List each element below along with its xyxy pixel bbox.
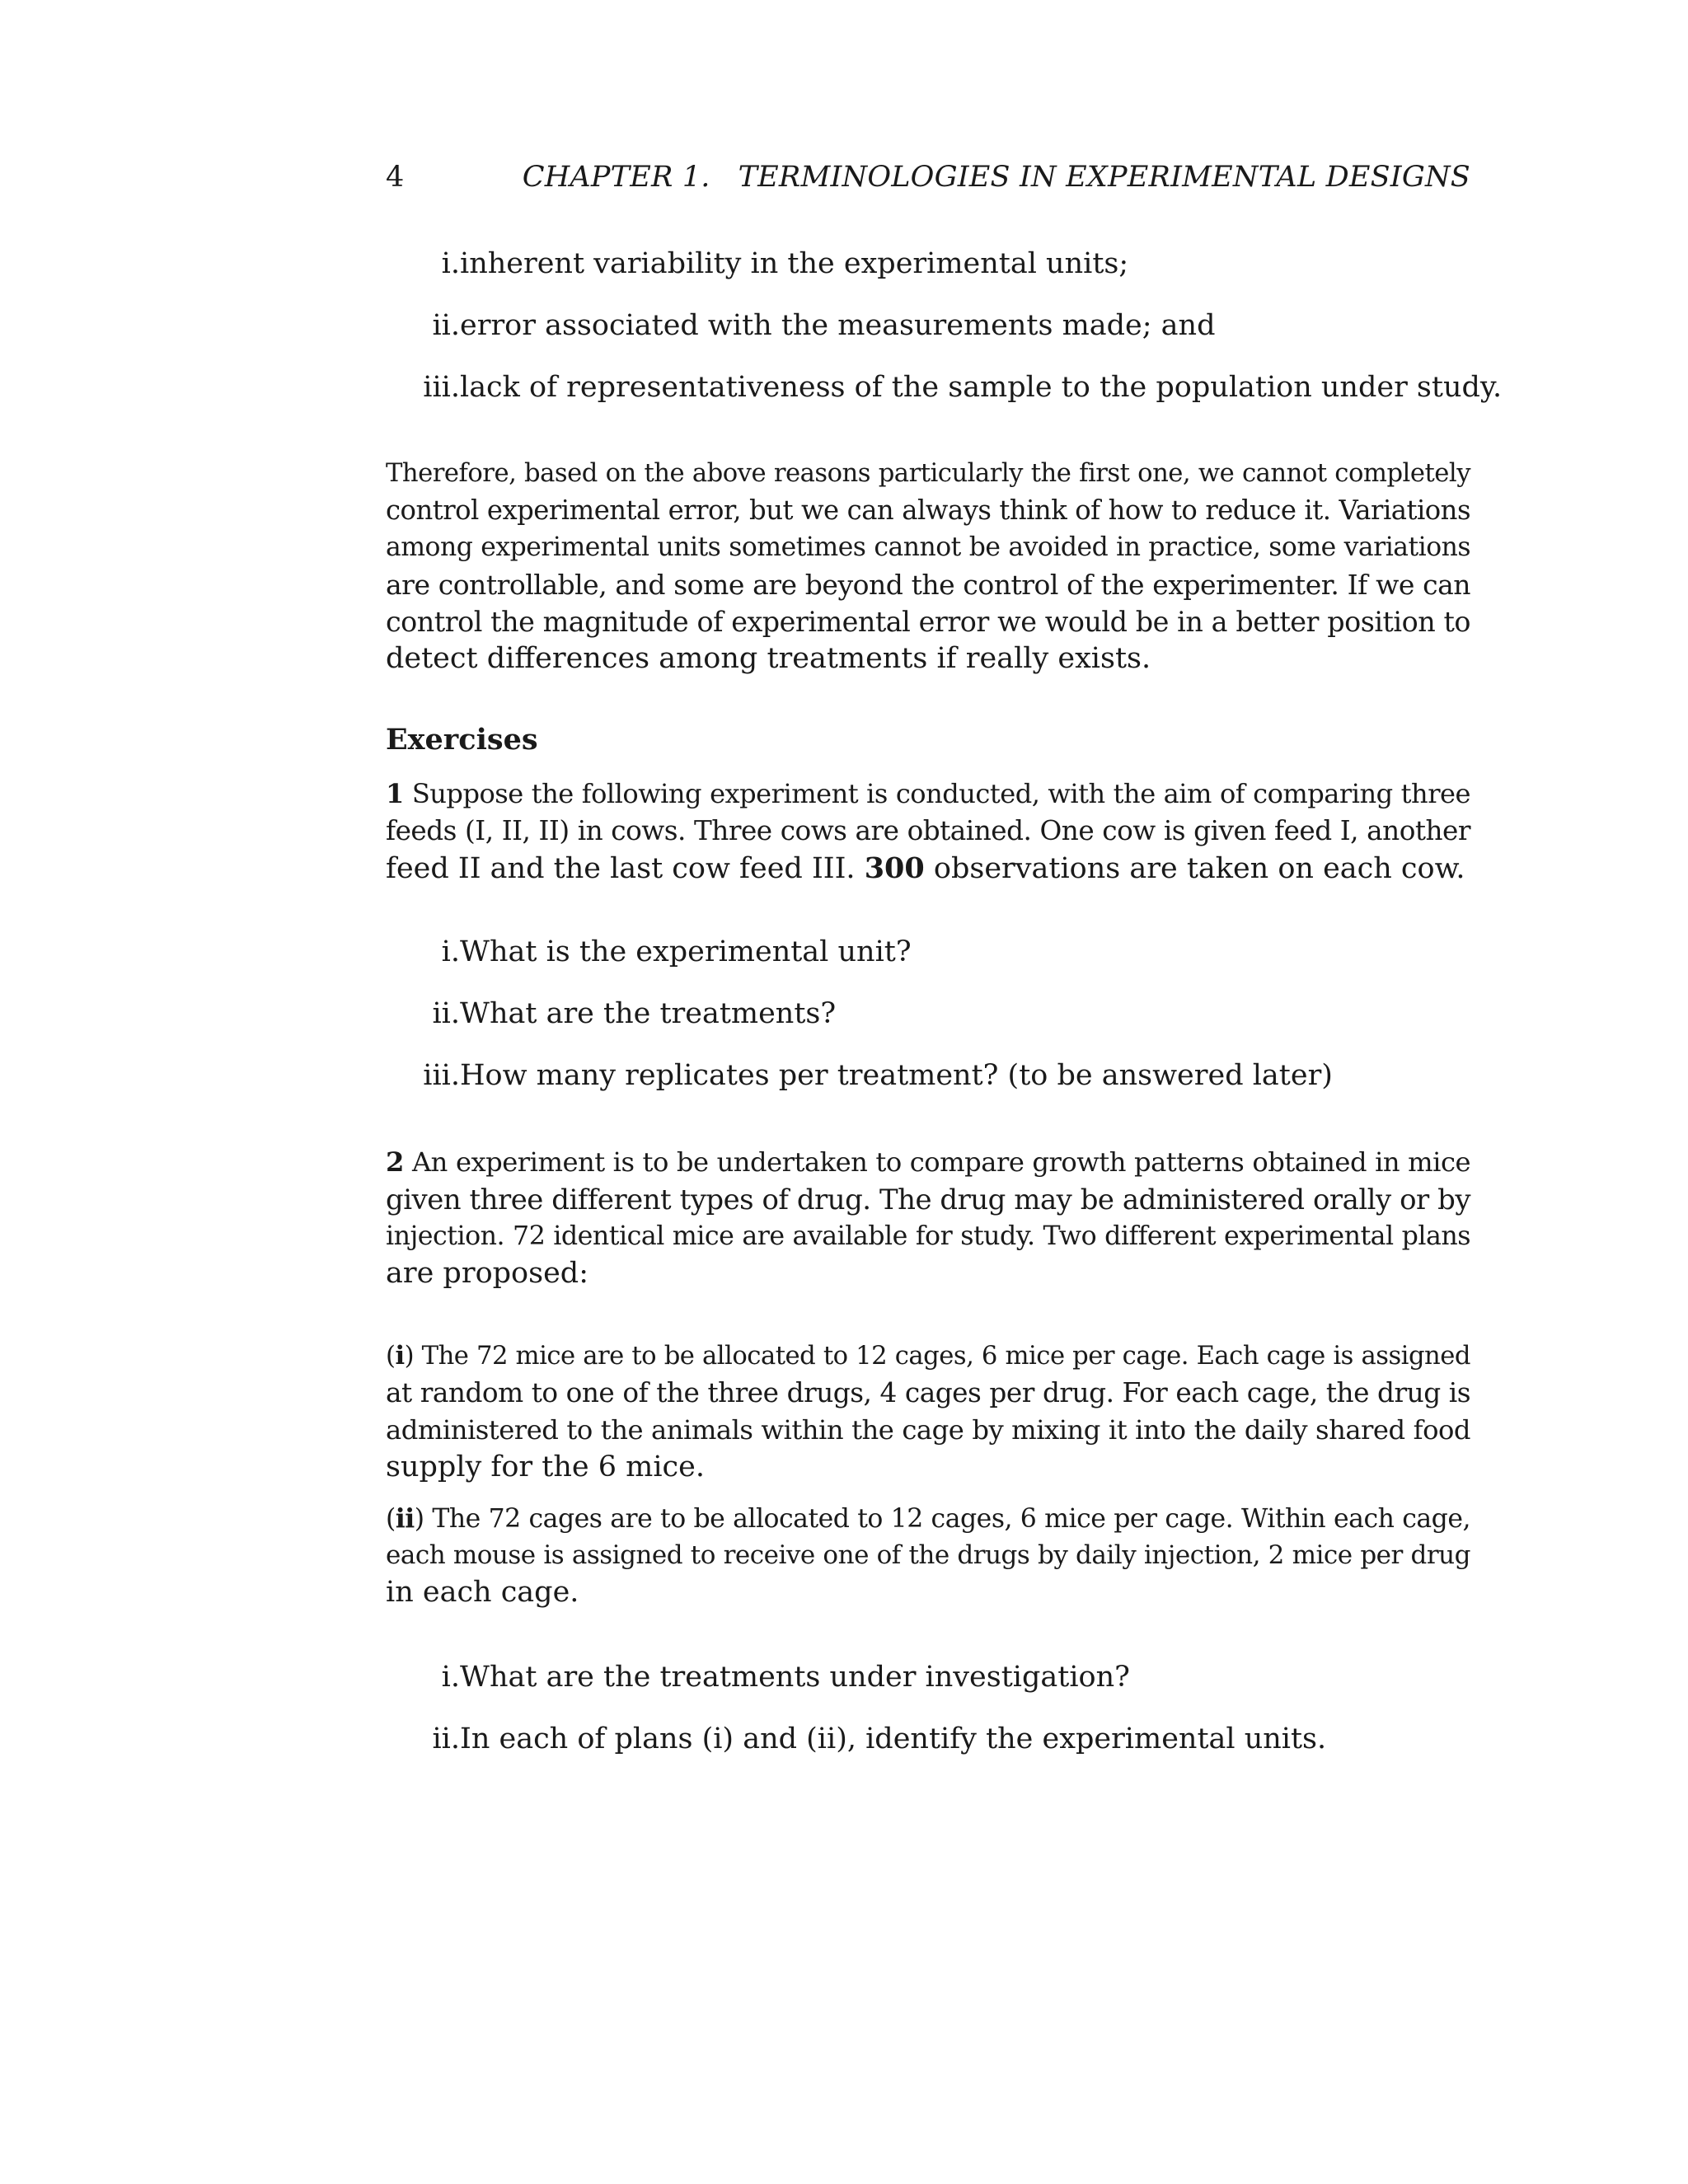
paragraph-line: control experimental error, but we can always think of how to reduce it. Variations xyxy=(386,494,1470,526)
paragraph-line: 2 An experiment is to be undertaken to compare growth patterns obtained in mice xyxy=(386,1146,1471,1178)
plan-ii xyxy=(386,1500,1470,1611)
exercises-heading: Exercises xyxy=(386,723,538,757)
paragraph-line: given three different types of drug. The drug may be administered orally or by xyxy=(386,1183,1470,1216)
list-item-text: What are the treatments under investigation? xyxy=(460,1661,1130,1694)
paragraph-line: are controllable, and some are beyond the control of the experimenter. If we can xyxy=(386,569,1470,601)
list-item-label: i. xyxy=(441,1661,460,1694)
list-item-text: What is the experimental unit? xyxy=(460,935,912,968)
page-header xyxy=(386,161,1470,202)
exercise-number: 2 xyxy=(386,1146,404,1178)
exercise-number: 1 xyxy=(386,778,404,809)
paragraph-line: at random to one of the three drugs, 4 cages per drug. For each cage, the drug is xyxy=(386,1377,1470,1408)
paragraph-line: detect differences among treatments if really exists. xyxy=(386,642,1151,675)
exercise-1 xyxy=(386,776,1470,887)
paragraph-line: among experimental units sometimes cannot be avoided in practice, some variations xyxy=(386,532,1470,562)
paragraph-line: supply for the 6 mice. xyxy=(386,1451,705,1483)
running-head: CHAPTER 1. TERMINOLOGIES IN EXPERIMENTAL DESIGNS xyxy=(522,161,1470,194)
exercise-2 xyxy=(386,1144,1470,1292)
paragraph-line: control the magnitude of experimental error we would be in a better position to xyxy=(386,606,1470,638)
list-item-text: inherent variability in the experimental units; xyxy=(460,247,1129,280)
paragraph-line: 1 Suppose the following experiment is conducted, with the aim of comparing three xyxy=(386,778,1470,809)
experimental-error-paragraph xyxy=(386,455,1470,677)
paragraph-line: feed II and the last cow feed III. 300 observations are taken on each cow. xyxy=(386,851,1465,885)
list-item-label: i. xyxy=(441,247,460,280)
page-number: 4 xyxy=(386,161,405,194)
paragraph-line: are proposed: xyxy=(386,1257,588,1290)
paragraph-line: each mouse is assigned to receive one of the drugs by daily injection, 2 mice per drug xyxy=(386,1540,1470,1570)
paragraph-line: feeds (I, II, II) in cows. Three cows are obtained. One cow is given feed I, another xyxy=(386,815,1470,846)
list-item-text: What are the treatments? xyxy=(460,997,837,1030)
list-item-text: error associated with the measurements made; and xyxy=(460,309,1216,342)
paragraph-line: administered to the animals within the cage by mixing it into the daily shared food xyxy=(386,1414,1470,1446)
list-item-label: iii. xyxy=(423,1059,460,1092)
list-item-label: ii. xyxy=(432,997,460,1030)
list-item-label: ii. xyxy=(432,309,460,342)
plan-label: i xyxy=(395,1341,405,1371)
paragraph-line: injection. 72 identical mice are available for study. Two different experimental plans xyxy=(386,1221,1470,1251)
list-item-text: In each of plans (i) and (ii), identify the experimental units. xyxy=(460,1722,1327,1755)
paragraph-line: (i) The 72 mice are to be allocated to 12 cages, 6 mice per cage. Each cage is assigned xyxy=(386,1341,1471,1371)
plan-i xyxy=(386,1338,1470,1486)
paragraph-line: (ii) The 72 cages are to be allocated to 12 cages, 6 mice per cage. Within each cage, xyxy=(386,1503,1470,1534)
paragraph-line: Therefore, based on the above reasons particularly the first one, we cannot completely xyxy=(386,459,1470,488)
paragraph-line: in each cage. xyxy=(386,1576,579,1609)
list-item-text: lack of representativeness of the sample to the population under study. xyxy=(460,371,1503,404)
list-item-label: iii. xyxy=(423,371,460,404)
list-item-label: ii. xyxy=(432,1722,460,1755)
list-item-text: How many replicates per treatment? (to be answered later) xyxy=(460,1059,1333,1092)
list-item-label: i. xyxy=(441,935,460,968)
plan-label: ii xyxy=(395,1503,415,1534)
